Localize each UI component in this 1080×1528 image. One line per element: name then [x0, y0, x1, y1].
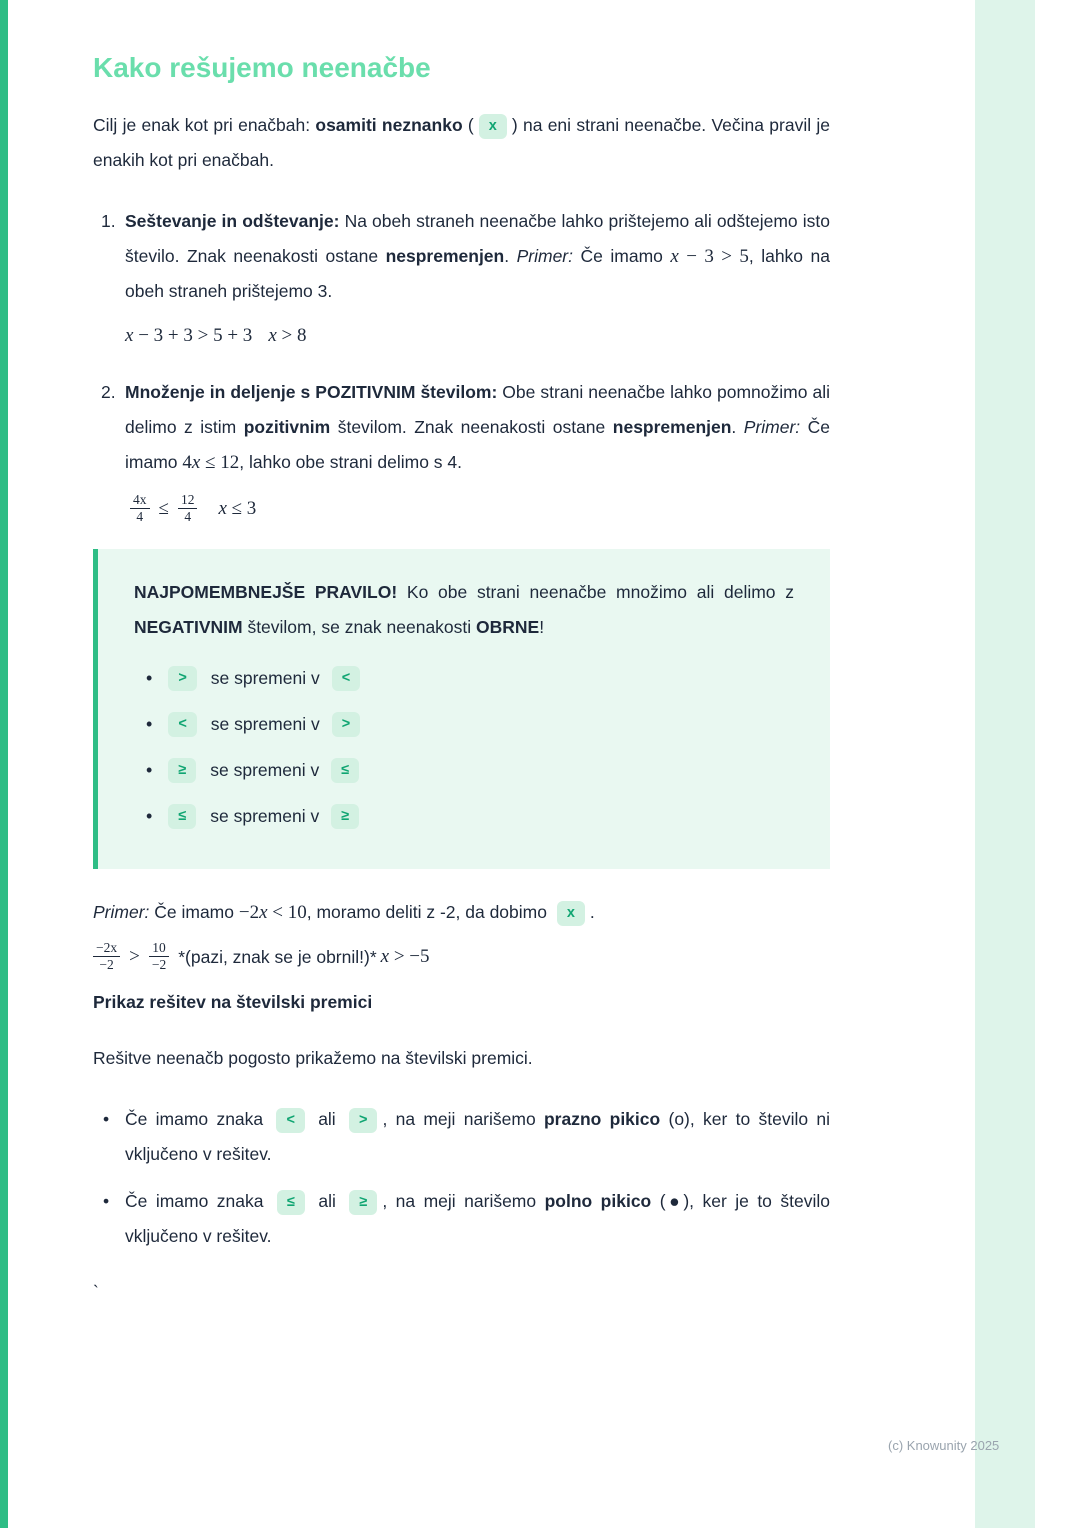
symbol-chip-lte: ≤	[331, 758, 359, 783]
example-text-3: .	[589, 902, 595, 922]
math-operator: >	[129, 945, 140, 967]
bullet1-text-3: , na meji narišemo	[382, 1109, 544, 1129]
math-line-3	[93, 940, 830, 973]
example-paragraph	[93, 895, 830, 930]
step2-bold-2: pozitivnim	[243, 417, 331, 437]
fraction-denominator: 4	[178, 508, 198, 525]
step1-text-4: , lahko na obeh straneh prištejemo 3.	[125, 246, 830, 301]
math-note: *(pazi, znak se je obrnil!)*	[178, 946, 377, 967]
bullet2-text-4: (●), ker je to število vključeno v rešitev.	[125, 1191, 830, 1246]
callout-title: NAJPOMEMBNEJŠE PRAVILO!	[134, 582, 398, 602]
bullet2-text-2: ali	[309, 1191, 345, 1211]
callout-paragraph	[134, 575, 794, 645]
step1-heading: Seštevanje in odštevanje:	[125, 211, 340, 231]
symbol-chip-gte: ≥	[331, 804, 359, 829]
step2-text-1: Obe strani neenačbe lahko pomnožimo ali delimo z istim	[125, 382, 830, 437]
bullet-item-closed-dot	[93, 1184, 830, 1254]
intro-text-1: Cilj je enak kot pri enačbah:	[93, 115, 316, 135]
x-chip: x	[557, 901, 585, 926]
symbol-chip-lte: ≤	[277, 1190, 305, 1215]
ordered-list	[93, 204, 830, 525]
numberline-paragraph: Rešitve neenačb pogosto prikažemo na številski premici.	[93, 1048, 533, 1068]
callout-box	[93, 549, 830, 869]
math-rest: − 3 > 5	[678, 246, 749, 267]
math-rest: < 10	[267, 902, 307, 923]
callout-bold-1: NEGATIVNIM	[134, 617, 243, 637]
symbol-chip-lt: <	[276, 1108, 304, 1133]
math-expr: > 8	[276, 325, 307, 346]
inline-math-1	[670, 246, 748, 267]
fraction-numerator: 10	[152, 940, 166, 955]
step1-text-3: Če imamo	[573, 246, 671, 266]
rule-row	[134, 712, 794, 737]
step2-text-4: Če imamo	[125, 417, 831, 472]
fraction	[93, 940, 120, 973]
math-var: x	[125, 325, 134, 346]
symbol-chip-lt: <	[332, 666, 360, 691]
step2-bold-3: nespremenjen	[612, 417, 732, 437]
fraction-denominator: −2	[93, 956, 120, 973]
step1-primer-label: Primer:	[516, 246, 573, 266]
math-operator: ≤	[158, 497, 169, 519]
step1-text-2: .	[504, 246, 517, 266]
list-number-1: 1.	[101, 211, 116, 231]
rule-row	[134, 804, 794, 829]
math-rest: ≤ 12	[200, 452, 240, 473]
math-coef: 4	[182, 452, 192, 473]
fraction-numerator: −2x	[96, 940, 118, 955]
rule-row	[134, 666, 794, 691]
example-text-2: , moramo deliti z -2, da dobimo	[306, 902, 552, 922]
bullet2-bold: polno pikico	[544, 1191, 652, 1211]
intro-bold: osamiti neznanko	[315, 115, 463, 135]
fraction-numerator: 12	[180, 492, 195, 507]
step2-text-3: .	[731, 417, 744, 437]
list-number-2: 2.	[101, 382, 116, 402]
document-content	[93, 52, 830, 1303]
callout-bold-2: OBRNE	[476, 617, 540, 637]
math-var: x	[218, 497, 227, 519]
bullet1-bold: prazno pikico	[543, 1109, 661, 1129]
step2-text-5: , lahko obe strani delimo s 4.	[239, 452, 463, 472]
fraction-denominator: −2	[149, 956, 169, 973]
fraction	[130, 492, 150, 525]
bullet-list	[93, 1102, 830, 1254]
symbol-chip-gte: • ≥	[168, 758, 196, 783]
callout-text-1: Ko obe strani neenačbe množimo ali delimo z	[397, 582, 794, 602]
math-var: x	[268, 325, 277, 346]
intro-text-2: (	[462, 115, 474, 135]
step2-text-2: številom. Znak neenakosti ostane	[330, 417, 613, 437]
stray-backtick: `	[93, 1282, 99, 1302]
step1-bold-2: nespremenjen	[385, 246, 505, 266]
math-line-2	[125, 492, 830, 525]
step2-primer-label: Primer:	[743, 417, 801, 437]
rule-text: se spremeni v	[210, 760, 320, 780]
math-coef: −2	[238, 902, 260, 923]
fraction	[149, 940, 169, 973]
step1-text-1: Na obeh straneh neenačbe lahko prištejemo ali odštejemo isto število. Znak neenakosti ostane	[125, 211, 830, 266]
rule-text: se spremeni v	[210, 714, 320, 734]
right-accent-stripe	[975, 0, 1035, 1528]
math-expr: − 3 + 3 > 5 + 3	[133, 325, 253, 346]
fraction	[178, 492, 198, 525]
intro-paragraph	[93, 108, 830, 178]
rule-text: se spremeni v	[210, 668, 320, 688]
bullet-item-open-dot	[93, 1102, 830, 1172]
symbol-chip-gt: >	[349, 1108, 377, 1133]
callout-text-2: številom, se znak neenakosti	[242, 617, 477, 637]
example-text-1: Če imamo	[149, 902, 239, 922]
left-accent-bar	[0, 0, 8, 1528]
callout-text-3: !	[539, 617, 545, 637]
inline-math-2	[182, 452, 239, 473]
math-expr: ≤ 3	[226, 497, 257, 519]
math-var: x	[380, 945, 390, 967]
x-chip: x	[479, 114, 507, 139]
example-primer-label: Primer:	[93, 902, 150, 922]
symbol-chip-lt: • <	[168, 712, 196, 737]
bullet1-text-4: (o), ker to število ni vključeno v rešitev.	[125, 1109, 830, 1164]
fraction-denominator: 4	[130, 508, 150, 525]
math-var: x	[259, 902, 268, 923]
footer-copyright: (c) Knowunity 2025	[888, 1438, 1000, 1453]
symbol-chip-gte: ≥	[349, 1190, 377, 1215]
math-expr: > −5	[389, 945, 430, 967]
list-item-addition	[93, 204, 830, 309]
inline-math-3	[239, 902, 307, 923]
page-title: Kako rešujemo neenačbe	[93, 52, 431, 83]
symbol-chip-gt: • >	[168, 666, 196, 691]
bullet2-text-1: Če imamo znaka	[125, 1191, 272, 1211]
section-heading: Prikaz rešitev na številski premici	[93, 992, 373, 1012]
bullet1-text-2: ali	[309, 1109, 344, 1129]
math-var: x	[191, 452, 201, 473]
math-line-1	[125, 321, 830, 351]
symbol-chip-gt: >	[332, 712, 360, 737]
bullet2-text-3: , na meji narišemo	[382, 1191, 545, 1211]
rule-row	[134, 758, 794, 783]
list-item-multiplication	[93, 375, 830, 480]
rule-text: se spremeni v	[210, 806, 320, 826]
fraction-numerator: 4x	[133, 492, 147, 507]
bullet1-text-1: Če imamo znaka	[125, 1109, 272, 1129]
step2-heading: Množenje in deljenje s POZITIVNIM številom:	[125, 382, 498, 402]
math-var: x	[670, 246, 679, 267]
intro-text-3: ) na eni strani neenačbe. Večina pravil je enakih kot pri enačbah.	[93, 115, 830, 170]
symbol-chip-lte: • ≤	[168, 804, 196, 829]
